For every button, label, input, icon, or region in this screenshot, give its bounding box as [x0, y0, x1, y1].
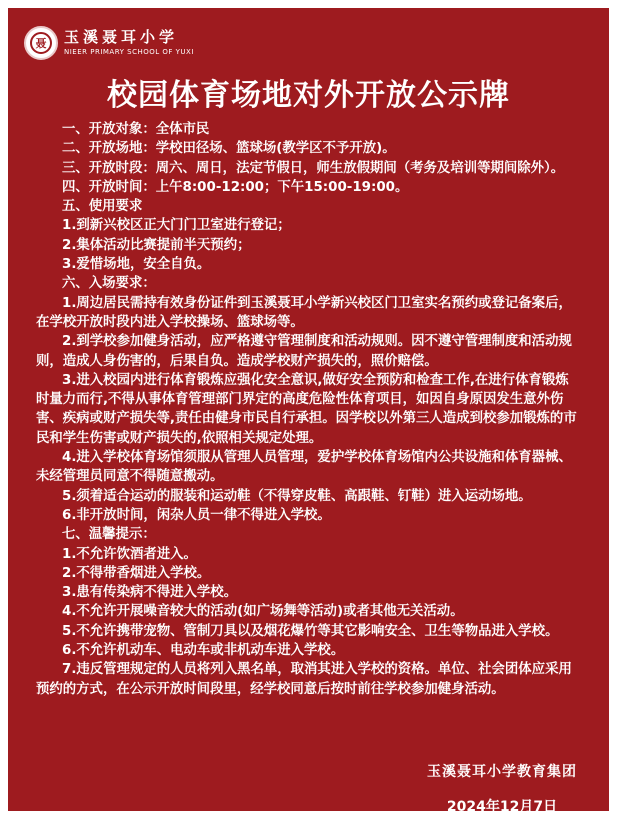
notice-body: [36, 120, 581, 699]
school-logo-emblem: 聂: [30, 32, 52, 54]
issuing-organization: 玉溪聂耳小学教育集团: [427, 764, 577, 780]
notice-line: 1.不允许饮酒者进入。: [62, 546, 197, 562]
notice-line: 4.不允许开展噪音较大的活动(如广场舞等活动)或者其他无关活动。: [62, 604, 464, 620]
notice-line: 3.进入校园内进行体育锻炼应强化安全意识,做好安全预防和检查工作,在进行体育锻炼时量力而行,不得从事体育管理部门界定的高度危险性体育项目，如因自身原因发生意外伤害、疾病或财产损失等,责任由健身市民自行承担。因学校以外第三人造成到校参加锻炼的市民和学生伤害或财产损失的,依照相关规定处理。: [36, 372, 577, 446]
notice-line: 四、开放时间：上午8:00-12:00；下午15:00-19:00。: [62, 179, 409, 195]
school-name-en: NIEER PRIMARY SCHOOL OF YUXI: [64, 48, 194, 56]
notice-line: 2.不得带香烟进入学校。: [62, 565, 211, 581]
issue-date: 2024年12月7日: [446, 799, 558, 815]
notice-line: 5.须着适合运动的服装和运动鞋（不得穿皮鞋、高跟鞋、钉鞋）进入运动场地。: [62, 488, 532, 504]
school-name-cn: 玉溪聂耳小学: [64, 28, 179, 46]
notice-line: 3.爱惜场地，安全自负。: [62, 257, 211, 273]
notice-line: 三、开放时段：周六、周日，法定节假日，师生放假期间（考务及培训等期间除外）。: [62, 160, 565, 176]
notice-line: 2.集体活动比赛提前半天预约；: [62, 237, 251, 253]
notice-line: 6.非开放时间，闲杂人员一律不得进入学校。: [62, 507, 331, 523]
notice-title: 校园体育场地对外开放公示牌: [107, 78, 510, 113]
notice-line: 1.到新兴校区正大门门卫室进行登记；: [62, 218, 291, 234]
school-header: [24, 26, 194, 60]
notice-line: 1.周边居民需持有效身份证件到玉溪聂耳小学新兴校区门卫室实名预约或登记备案后，在学校开放时段内进入学校操场、篮球场等。: [36, 295, 572, 330]
notice-line: 7.违反管理规定的人员将列入黑名单，取消其进入学校的资格。单位、社会团体应采用预约的方式，在公示开放时间段里，经学校同意后按时前往学校参加健身活动。: [36, 662, 572, 697]
notice-line: 六、入场要求：: [62, 276, 156, 292]
notice-line: 一、开放对象：全体市民: [62, 122, 210, 137]
notice-line: 5.不允许携带宠物、管制刀具以及烟花爆竹等其它影响安全、卫生等物品进入学校。: [62, 623, 559, 639]
notice-line: 七、温馨提示：: [62, 527, 156, 543]
school-names: [64, 30, 194, 56]
notice-line: 2.到学校参加健身活动，应严格遵守管理制度和活动规则。因不遵守管理制度和活动规则，造成人身伤害的，后果自负。造成学校财产损失的，照价赔偿。: [36, 334, 572, 369]
notice-footer: [427, 761, 577, 818]
notice-line: 二、开放场地：学校田径场、篮球场(教学区不予开放)。: [62, 141, 396, 157]
notice-line: 3.患有传染病不得进入学校。: [62, 585, 238, 601]
school-logo: [24, 26, 58, 60]
notice-line: 6.不允许机动车、电动车或非机动车进入学校。: [62, 643, 345, 659]
notice-line: 4.进入学校体育场馆须服从管理人员管理，爱护学校体育场馆内公共设施和体育器械、未经管理员同意不得随意搬动。: [36, 450, 572, 485]
notice-line: 五、使用要求: [62, 199, 143, 215]
notice-board: [8, 8, 609, 815]
